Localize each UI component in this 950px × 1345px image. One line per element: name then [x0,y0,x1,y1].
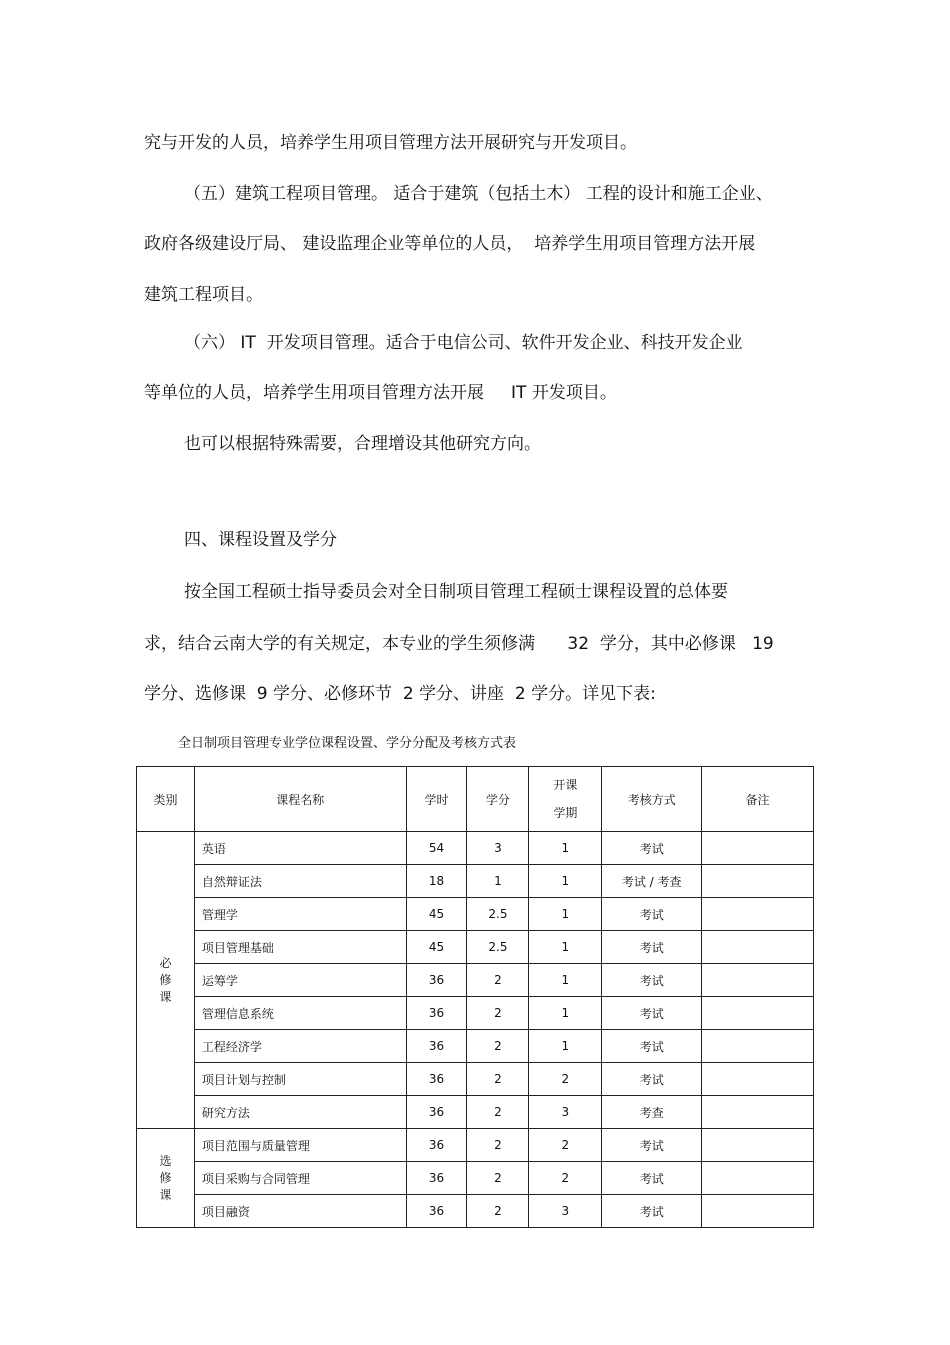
paragraph-line: 等单位的人员，培养学生用项目管理方法开展 IT 开发项目。 [144,383,617,403]
credits-cell: 1 [467,865,529,898]
remarks-cell [702,931,814,964]
category-char: 修 [159,972,172,987]
assessment-cell: 考查 [602,1096,702,1129]
term-cell: 2 [529,1162,602,1195]
header-credits: 学分 [467,767,529,832]
assessment-cell: 考试 [602,1063,702,1096]
credits-cell: 2 [467,1063,529,1096]
remarks-cell [702,964,814,997]
course-name-cell: 项目范围与质量管理 [194,1129,406,1162]
hours-cell: 36 [406,1096,467,1129]
course-name-cell: 项目计划与控制 [194,1063,406,1096]
table-row [137,898,814,931]
paragraph-line: 建筑工程项目。 [144,285,263,305]
course-name-cell: 研究方法 [194,1096,406,1129]
hours-cell: 45 [406,898,467,931]
course-name-cell: 管理学 [194,898,406,931]
term-cell: 2 [529,1129,602,1162]
table-row [137,1030,814,1063]
header-category: 类别 [137,767,195,832]
credits-cell: 2 [467,1195,529,1228]
table-row [137,931,814,964]
assessment-cell: 考试 [602,997,702,1030]
category-char: 选 [159,1153,172,1168]
table-row [137,1063,814,1096]
credits-cell: 3 [467,832,529,865]
course-name-cell: 项目采购与合同管理 [194,1162,406,1195]
category-cell [137,1129,195,1228]
header-term [529,767,602,832]
hours-cell: 54 [406,832,467,865]
remarks-cell [702,1195,814,1228]
table-row [137,832,814,865]
hours-cell: 36 [406,1162,467,1195]
category-cell [137,832,195,1129]
remarks-cell [702,898,814,931]
credits-cell: 2.5 [467,898,529,931]
term-cell: 1 [529,865,602,898]
credits-cell: 2 [467,964,529,997]
hours-cell: 36 [406,1063,467,1096]
course-name-cell: 管理信息系统 [194,997,406,1030]
table-row [137,1162,814,1195]
course-name-cell: 工程经济学 [194,1030,406,1063]
term-cell: 1 [529,931,602,964]
assessment-cell: 考试 [602,832,702,865]
assessment-cell: 考试 [602,931,702,964]
course-name-cell: 项目管理基础 [194,931,406,964]
remarks-cell [702,1030,814,1063]
credits-cell: 2 [467,997,529,1030]
category-char: 必 [159,955,172,970]
term-cell: 2 [529,1063,602,1096]
table-header-row [137,767,814,832]
paragraph-line: 政府各级建设厅局、 建设监理企业等单位的人员， 培养学生用项目管理方法开展 [144,234,756,254]
table-row [137,1096,814,1129]
credits-cell: 2 [467,1030,529,1063]
table-body [137,832,814,1228]
category-char: 修 [159,1170,172,1185]
assessment-cell: 考试 [602,1195,702,1228]
credits-cell: 2.5 [467,931,529,964]
header-hours: 学时 [406,767,467,832]
paragraph-line: （五）建筑工程项目管理。 适合于建筑（包括土木） 工程的设计和施工企业、 [184,184,773,204]
paragraph-line: 按全国工程硕士指导委员会对全日制项目管理工程硕士课程设置的总体要 [184,582,728,602]
hours-cell: 36 [406,997,467,1030]
table-row [137,997,814,1030]
term-cell: 3 [529,1195,602,1228]
table-row [137,964,814,997]
paragraph-line: 究与开发的人员，培养学生用项目管理方法开展研究与开发项目。 [144,133,637,153]
course-name-cell: 项目融资 [194,1195,406,1228]
course-name-cell: 自然辩证法 [194,865,406,898]
term-cell: 1 [529,964,602,997]
header-term-line1: 开课 [553,778,578,792]
remarks-cell [702,865,814,898]
paragraph-line: 求，结合云南大学的有关规定，本专业的学生须修满 32 学分，其中必修课 19 [144,634,774,654]
table-row [137,865,814,898]
assessment-cell: 考试 [602,1030,702,1063]
table-caption: 全日制项目管理专业学位课程设置、学分分配及考核方式表 [178,736,517,751]
table-row [137,1129,814,1162]
category-char: 课 [159,1187,172,1202]
term-cell: 3 [529,1096,602,1129]
remarks-cell [702,1162,814,1195]
header-assessment: 考核方式 [602,767,702,832]
table-row [137,1195,814,1228]
course-table [136,766,814,1228]
hours-cell: 36 [406,964,467,997]
remarks-cell [702,1129,814,1162]
remarks-cell [702,832,814,865]
paragraph-line: 学分、选修课 9 学分、必修环节 2 学分、讲座 2 学分。详见下表: [144,684,656,704]
assessment-cell: 考试 / 考查 [602,865,702,898]
header-term-line2: 学期 [553,806,578,820]
term-cell: 1 [529,898,602,931]
credits-cell: 2 [467,1096,529,1129]
assessment-cell: 考试 [602,964,702,997]
hours-cell: 18 [406,865,467,898]
remarks-cell [702,1096,814,1129]
remarks-cell [702,1063,814,1096]
category-char: 课 [159,989,172,1004]
paragraph-line: 也可以根据特殊需要，合理增设其他研究方向。 [184,434,541,454]
course-name-cell: 运筹学 [194,964,406,997]
paragraph-line: （六） IT 开发项目管理。适合于电信公司、软件开发企业、科技开发企业 [184,333,743,353]
header-course: 课程名称 [194,767,406,832]
course-name-cell: 英语 [194,832,406,865]
header-remarks: 备注 [702,767,814,832]
term-cell: 1 [529,1030,602,1063]
assessment-cell: 考试 [602,1129,702,1162]
term-cell: 1 [529,997,602,1030]
credits-cell: 2 [467,1129,529,1162]
remarks-cell [702,997,814,1030]
term-cell: 1 [529,832,602,865]
assessment-cell: 考试 [602,1162,702,1195]
assessment-cell: 考试 [602,898,702,931]
hours-cell: 36 [406,1195,467,1228]
hours-cell: 36 [406,1129,467,1162]
section-heading: 四、课程设置及学分 [184,530,337,550]
credits-cell: 2 [467,1162,529,1195]
hours-cell: 36 [406,1030,467,1063]
hours-cell: 45 [406,931,467,964]
